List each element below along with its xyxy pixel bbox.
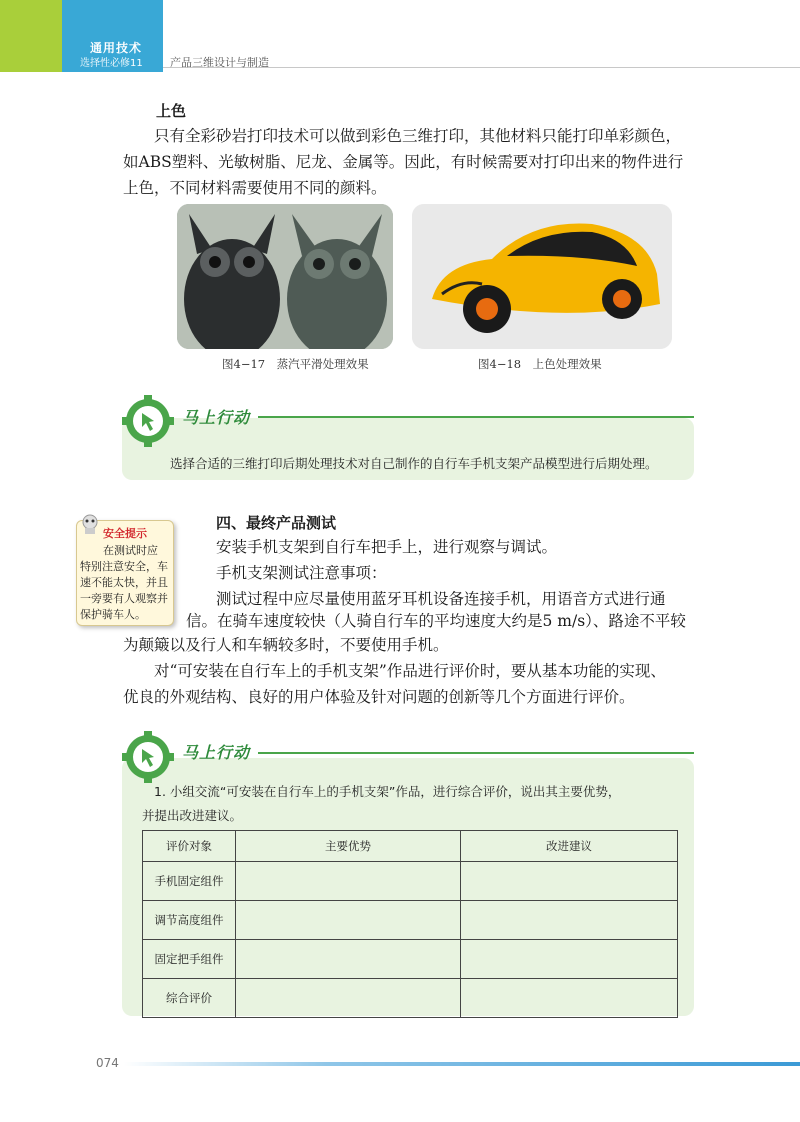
volume-label: 选择性必修11 xyxy=(80,58,143,69)
table-row-label: 固定把手组件 xyxy=(143,940,236,979)
action-text-1: 选择合适的三维打印后期处理技术对自己制作的自行车手机支架产品模型进行后期处理。 xyxy=(170,456,658,471)
test-line-1: 安装手机支架到自行车把手上，进行观察与调试。 xyxy=(216,538,558,556)
test-line-7: 优良的外观结构、良好的用户体验及针对问题的创新等几个方面进行评价。 xyxy=(123,688,635,706)
table-cell-advantage[interactable] xyxy=(236,940,461,979)
evaluation-table xyxy=(142,830,678,1018)
table-cell-advantage[interactable] xyxy=(236,862,461,901)
safety-note xyxy=(76,520,174,626)
action-title-2: 马上行动 xyxy=(182,743,251,762)
table-row xyxy=(143,979,678,1018)
table-row-label: 手机固定组件 xyxy=(143,862,236,901)
test-line-2: 手机支架测试注意事项： xyxy=(216,564,387,582)
car-illustration xyxy=(412,204,672,349)
figure-caption-4-17: 图4−17 蒸汽平滑处理效果 xyxy=(222,357,369,371)
test-line-3: 测试过程中应尽量使用蓝牙耳机设备连接手机，用语音方式进行通 xyxy=(216,590,666,608)
table-header-advantage: 主要优势 xyxy=(236,831,461,862)
safety-note-line-2: 特别注意安全，车 xyxy=(80,560,168,573)
safety-note-line-4: 一旁要有人观察并 xyxy=(80,592,168,605)
book-title: 产品三维设计与制造 xyxy=(170,56,269,69)
table-header-suggestion: 改进建议 xyxy=(461,831,678,862)
action-text-2-line-1: 1. 小组交流“可安装在自行车上的手机支架”作品，进行综合评价，说出其主要优势， xyxy=(154,784,621,799)
safety-note-line-3: 速不能太快，并且 xyxy=(80,576,168,589)
car-figure xyxy=(412,204,672,349)
safety-note-title: 安全提示 xyxy=(103,527,147,540)
table-cell-advantage[interactable] xyxy=(236,979,461,1018)
figure-caption-4-18: 图4−18 上色处理效果 xyxy=(478,357,602,371)
test-line-5: 为颠簸以及行人和车辆较多时，不要使用手机。 xyxy=(123,636,449,654)
action-text-2-line-2: 并提出改进建议。 xyxy=(142,808,243,823)
header-bar-green xyxy=(0,68,62,72)
page-number: 074 xyxy=(96,1056,119,1070)
table-row-label: 调节高度组件 xyxy=(143,901,236,940)
table-cell-suggestion[interactable] xyxy=(461,862,678,901)
section-heading-test: 四、最终产品测试 xyxy=(216,514,337,532)
table-cell-suggestion[interactable] xyxy=(461,940,678,979)
table-header-object: 评价对象 xyxy=(143,831,236,862)
test-line-4: 信。在骑车速度较快（人骑自行车的平均速度大约是5 m/s）、路途不平较 xyxy=(186,612,686,630)
owl-illustration xyxy=(177,204,393,349)
safety-note-line-1: 在测试时应 xyxy=(103,544,158,557)
series-title: 通用技术 xyxy=(90,41,143,55)
table-cell-advantage[interactable] xyxy=(236,901,461,940)
section-heading-color: 上色 xyxy=(156,102,187,120)
action-rule-2 xyxy=(258,752,694,754)
table-cell-suggestion[interactable] xyxy=(461,901,678,940)
table-row xyxy=(143,901,678,940)
table-row xyxy=(143,940,678,979)
action-title-1: 马上行动 xyxy=(182,408,251,427)
paragraph-color-line-3: 上色，不同材料需要使用不同的颜料。 xyxy=(123,179,387,197)
action-gear-icon-1 xyxy=(122,395,174,451)
action-rule-1 xyxy=(258,416,694,418)
table-header-row xyxy=(143,831,678,862)
table-row-label: 综合评价 xyxy=(143,979,236,1018)
action-gear-icon-2 xyxy=(122,731,174,787)
table-cell-suggestion[interactable] xyxy=(461,979,678,1018)
owl-figure xyxy=(177,204,393,349)
robot-icon xyxy=(79,513,101,535)
table-row xyxy=(143,862,678,901)
test-line-6: 对“可安装在自行车上的手机支架”作品进行评价时，要从基本功能的实现、 xyxy=(154,662,666,680)
paragraph-color-line-1: 只有全彩砂岩打印技术可以做到彩色三维打印，其他材料只能打印单彩颜色， xyxy=(154,127,682,145)
paragraph-color-line-2: 如ABS塑料、光敏树脂、尼龙、金属等。因此，有时候需要对打印出来的物件进行 xyxy=(123,153,684,171)
safety-note-line-5: 保护骑车人。 xyxy=(80,608,146,621)
footer-bar xyxy=(124,1062,800,1066)
